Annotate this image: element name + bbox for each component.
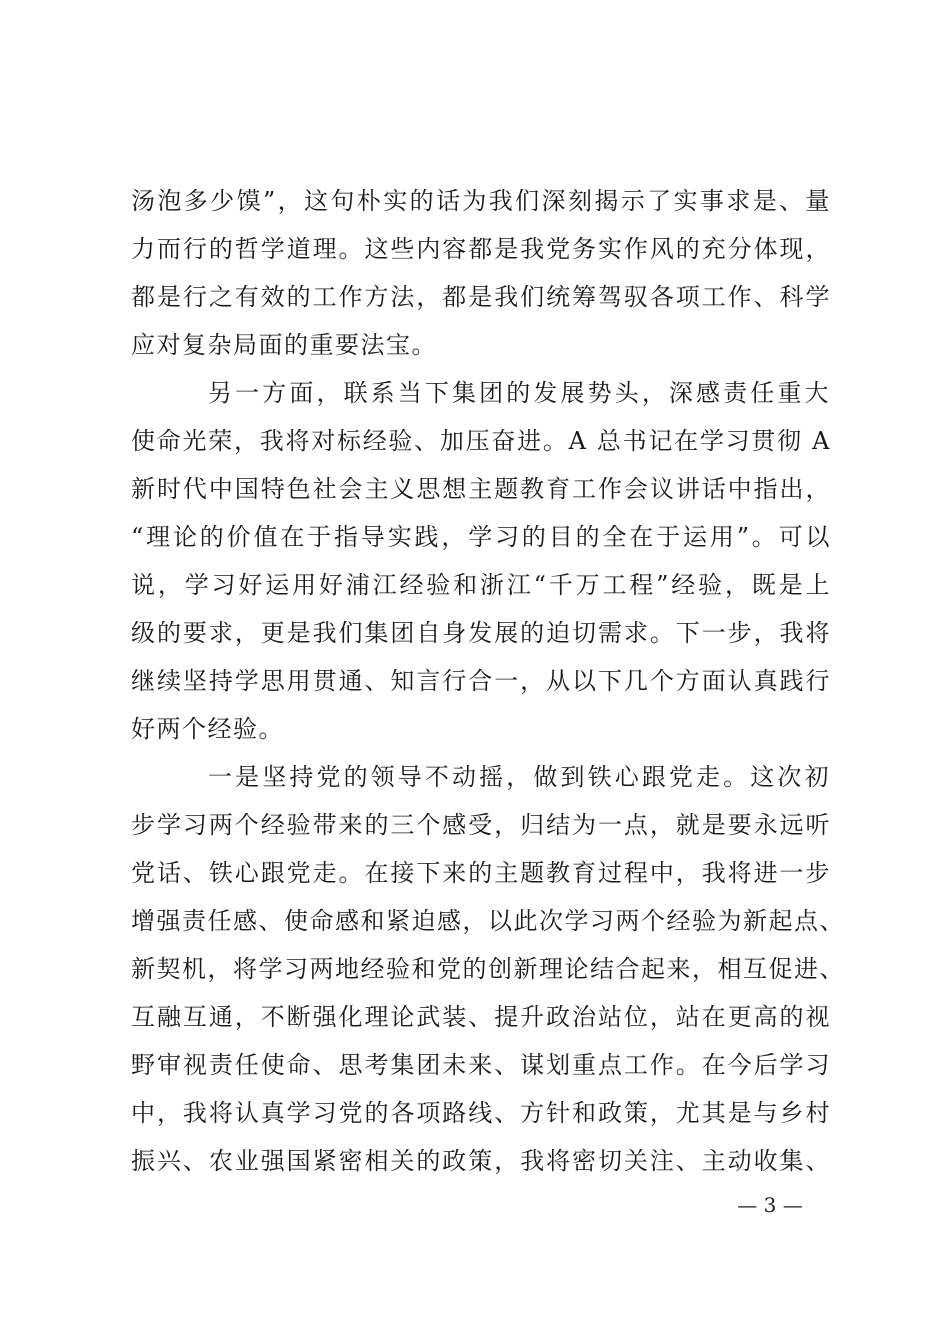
text-line: 好两个经验。 bbox=[131, 715, 284, 743]
text-line: 级的要求，更是我们集团自身发展的迫切需求。下一步，我将 bbox=[131, 619, 831, 647]
text-line: 中，我将认真学习党的各项路线、方针和政策，尤其是与乡村 bbox=[131, 1099, 831, 1127]
text-line: 力而行的哲学道理。这些内容都是我党务实作风的充分体现， bbox=[131, 235, 831, 263]
text-line: 振兴、农业强国紧密相关的政策，我将密切关注、主动收集、 bbox=[131, 1147, 831, 1175]
text-line: 步学习两个经验带来的三个感受，归结为一点，就是要永远听 bbox=[131, 811, 831, 839]
page-number: — 3 — bbox=[737, 1193, 803, 1217]
text-line: 新时代中国特色社会主义思想主题教育工作会议讲话中指出， bbox=[131, 475, 831, 503]
text-line: 互融互通，不断强化理论武装、提升政治站位，站在更高的视 bbox=[131, 1003, 831, 1031]
text-line: 增强责任感、使命感和紧迫感，以此次学习两个经验为新起点、 bbox=[131, 907, 845, 935]
paragraph-start-line: 另一方面，联系当下集团的发展势头，深感责任重大 bbox=[208, 379, 830, 407]
text-line: 说，学习好运用好浦江经验和浙江“千万工程”经验，既是上 bbox=[131, 571, 831, 599]
text-line: 野审视责任使命、思考集团未来、谋划重点工作。在今后学习 bbox=[131, 1051, 831, 1079]
text-line: 汤泡多少馍”，这句朴实的话为我们深刻揭示了实事求是、量 bbox=[131, 187, 831, 215]
text-line: 新契机，将学习两地经验和党的创新理论结合起来，相互促进、 bbox=[131, 955, 845, 983]
text-line: 党话、铁心跟党走。在接下来的主题教育过程中，我将进一步 bbox=[131, 859, 831, 887]
text-line: 应对复杂局面的重要法宝。 bbox=[131, 331, 437, 359]
text-line: 继续坚持学思用贯通、知言行合一，从以下几个方面认真践行 bbox=[131, 667, 831, 695]
text-line: “理论的价值在于指导实践，学习的目的全在于运用”。可以 bbox=[131, 523, 831, 551]
text-line: 使命光荣，我将对标经验、加压奋进。A 总书记在学习贯彻 A bbox=[131, 427, 831, 455]
text-line: 都是行之有效的工作方法，都是我们统筹驾驭各项工作、科学 bbox=[131, 283, 831, 311]
paragraph-start-line: 一是坚持党的领导不动摇，做到铁心跟党走。这次初 bbox=[208, 763, 830, 791]
